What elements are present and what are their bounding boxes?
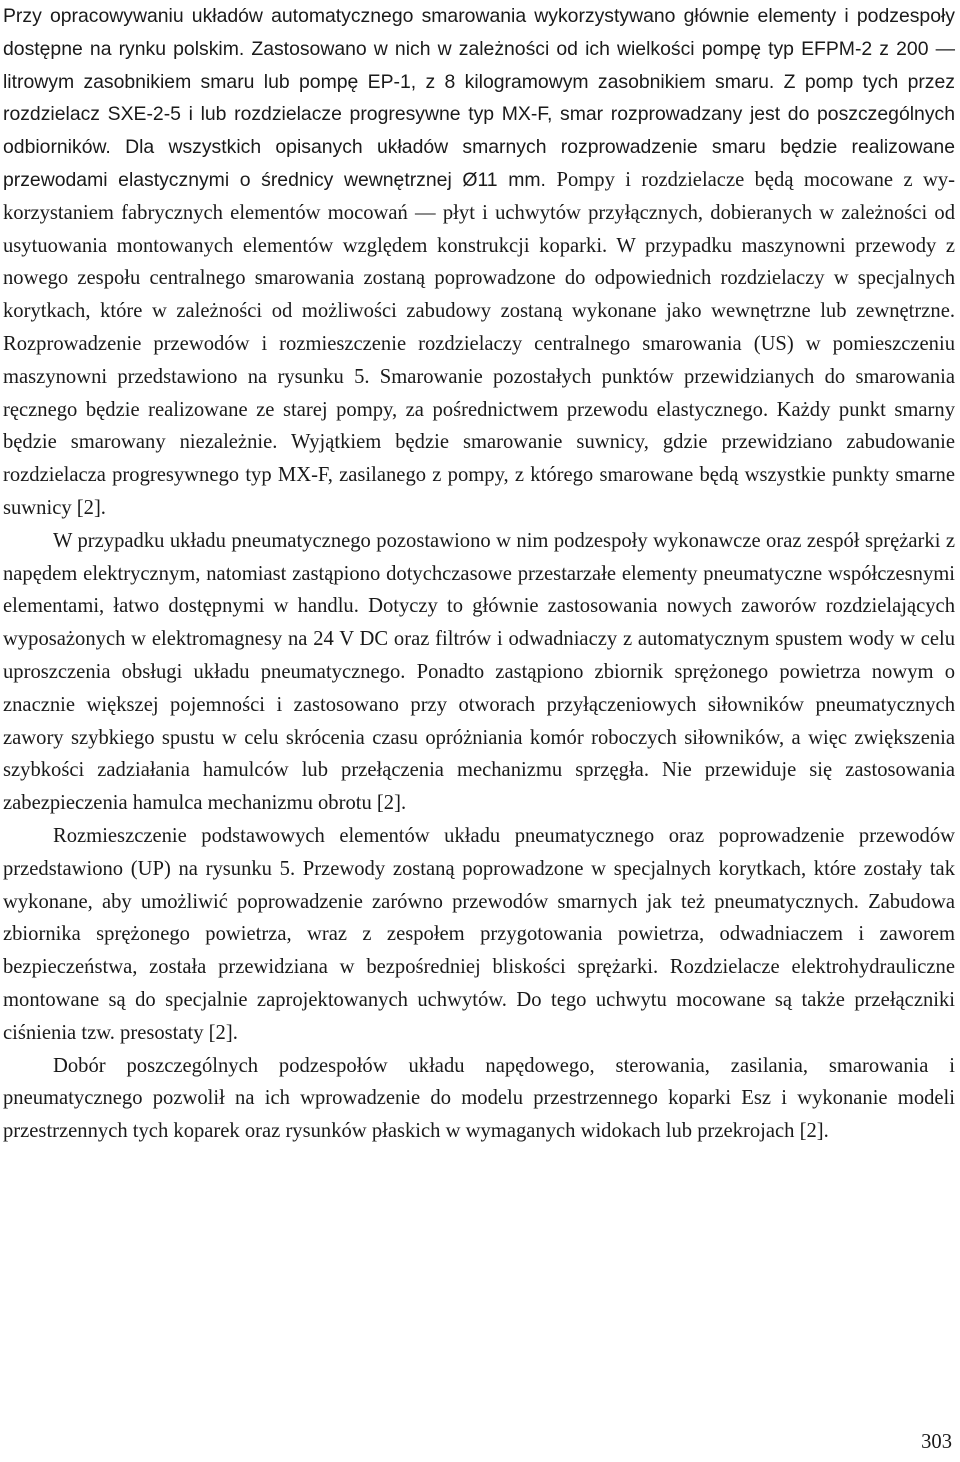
paragraph-component-selection-text: Dobór poszczególnych podzespołów układu napędowego, sterowania, zasilania, smarowania i pneumatycznego pozwolił na ich wprowadzenie do modelu przestrzennego koparki Esz i wykonanie modeli przestrzennych tych koparek oraz rysunków płaskich w wymaganych widokach lub przekrojach [2]. — [3, 1054, 955, 1143]
paragraph-pneumatic-system — [3, 525, 955, 820]
paragraph-lubrication — [3, 0, 955, 525]
paragraph-pneumatic-system-text: W przypadku układu pneumatycznego pozostawiono w nim podzespoły wykonawcze oraz zespół sprężarki z napędem elektrycznym, natomiast zastąpiono dotychczasowe przestarzałe elementy pneumatyczne współczesnymi elementami, łatwo dostępnymi w handlu. Dotyczy to głównie zastosowania nowych zaworów rozdzielających wyposażonych w elektromagnesy na 24 V DC oraz filtrów i odwadniaczy z automatycznym spustem wody w celu uproszczenia obsługi układu pneumatycznego. Ponadto zastąpiono zbiornik sprężonego powietrza nowym o znacznie większej pojemności i zastosowano przy otworach przyłączeniowych siłowników pneumatycznych zawory szybkiego spustu w celu skrócenia czasu opróżniania komór roboczych siłowników, a więc zwiększenia szybkości zadziałania hamulców lub przełączenia mechanizmu sprzęgła. Nie przewiduje się zastosowania zabezpieczenia hamulca mechanizmu obrotu [2]. — [3, 529, 955, 815]
body-text — [3, 0, 955, 1148]
paragraph-lubrication-part1: Przy opracowywaniu układów automatycznego smarowania wykorzystywano głównie elementy i podzespoły dostępne na rynku polskim. Zastosowano w nich w zależności od ich wielkości pompę typ EFPM-2 z 200 — litrowym zasobnikiem smaru lub pompę EP-1, z 8 kilogramowym zasobnikiem smaru. Z pomp tych przez rozdzielacz SXE-2-5 i lub rozdzielacze progresywne typ MX-F, smar rozprowadzany jest do poszczególnych odbiorników. Dla wszystkich opisanych układów smarnych rozprowadzenie smaru będzie realizowane przewodami elastycznymi o średnicy wewnętrznej Ø11 mm. — [3, 5, 955, 191]
paragraph-lubrication-part2: Pompy i rozdzielacze będą mocowane z wykorzystaniem fabrycznych elementów mocowań — płyt i uchwytów przyłącznych, dobieranych w zależności od usytuowania montowanych elementów względem konstrukcji koparki. W przypadku maszynowni przewody z nowego zespołu centralnego smarowania zostaną poprowadzone do odpowiednich rozdzielaczy w specjalnych korytkach, które w zależności od możliwości zabudowy zostaną wykonane jako wewnętrzne lub zewnętrzne. Rozprowadzenie przewodów i rozmieszczenie rozdzielaczy centralnego smarowania (US) w pomieszczeniu maszynowni przedstawiono na rysunku 5. Smarowanie pozostałych punktów przewidzianych do smarowania ręcznego będzie realizowane ze starej pompy, za pośrednictwem przewodu elastycznego. Każdy punkt smarny będzie smarowany niezależnie. Wyjątkiem będzie smarowanie suwnicy, gdzie przewidziano zabudowanie rozdzielacza progresywnego typ MX-F, zasilanego z pompy, z którego smarowane będą wszystkie punkty smarne suwnicy [2]. — [3, 168, 955, 519]
paragraph-pneumatic-layout — [3, 820, 955, 1050]
paragraph-component-selection — [3, 1050, 955, 1148]
paragraph-pneumatic-layout-text: Rozmieszczenie podstawowych elementów układu pneumatycznego oraz poprowadzenie przewodów przedstawiono (UP) na rysunku 5. Przewody zostaną poprowadzone w specjalnych korytkach, które zostały tak wykonane, aby umożliwić poprowadzenie zarówno przewodów smarnych jak też pneumatycznych. Zabudowa zbiornika sprężonego powietrza, wraz z zespołem przygotowania powietrza, odwadniaczem i zaworem bezpieczeństwa, została przewidziana w bezpośredniej bliskości sprężarki. Rozdzielacze elektrohydrauliczne montowane są do specjalnie zaprojektowanych uchwytów. Do tego uchwytu mocowane są także przełączniki ciśnienia tzw. presostaty [2]. — [3, 824, 955, 1044]
page-number: 303 — [921, 1431, 952, 1453]
